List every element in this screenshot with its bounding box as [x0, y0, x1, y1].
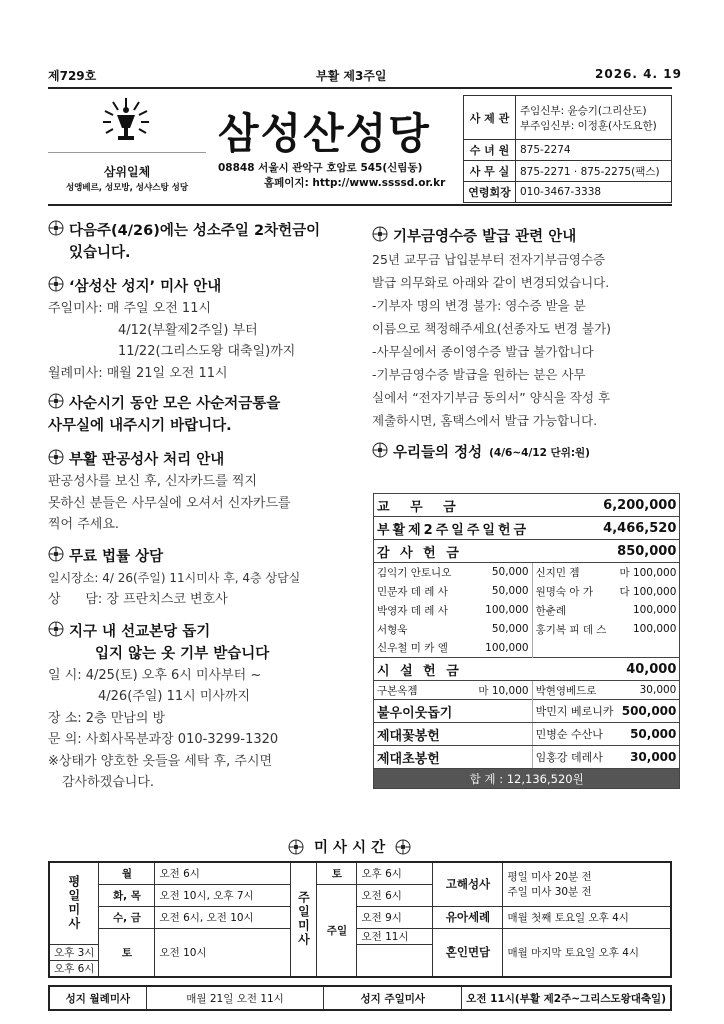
parish-address: 08848 서울시 관악구 호암로 545(신림동)	[218, 162, 423, 174]
shrine-mass-table	[48, 985, 672, 1011]
offering-label: 교 무 금	[374, 494, 473, 517]
contact-row	[464, 96, 672, 140]
left-column	[48, 220, 360, 794]
mass-row	[49, 906, 671, 928]
donor-amount: 마 100,000	[619, 566, 677, 579]
flower-bullet-icon	[372, 226, 388, 242]
flower-bullet-icon	[48, 546, 64, 562]
notice-title-line: 다음주(4/26)에는 성소주일 2차헌금이	[69, 223, 321, 239]
flower-bullet-icon	[48, 449, 64, 465]
notice-donation-receipt	[372, 226, 672, 248]
issue-date: 2026. 4. 19	[595, 67, 682, 81]
mass-day: 화, 목	[99, 884, 155, 906]
facility-donor-row	[374, 681, 680, 700]
offering-label: 불우이웃돕기	[374, 700, 533, 723]
convent-phone: 875-2274	[516, 140, 672, 161]
assistant-pastor: 부주임신부: 이정훈(사도요한)	[520, 119, 657, 132]
notice-easter-confession	[48, 449, 360, 471]
notice-body	[48, 568, 360, 611]
offering-label: 감 사 헌 금	[374, 540, 473, 563]
donor-name: 임홍강 데레사	[532, 746, 616, 769]
logo-divider	[48, 152, 206, 153]
funeral-chair-phone: 010-3467-3338	[516, 182, 672, 203]
donor-amount: 50,000	[491, 566, 529, 579]
donor-name: 박현영베드로	[532, 681, 616, 700]
donor-name: 구본옥젬	[377, 684, 418, 697]
liturgical-season: 부활 제3주일	[316, 69, 387, 83]
homepage-link[interactable]: 홈페이지: http://www.ssssd.or.kr	[264, 177, 446, 189]
mass-time: 오전 10시	[155, 928, 291, 977]
offering-amount: 4,466,520	[532, 517, 680, 540]
contact-value	[516, 96, 672, 140]
mass-day: 주일	[317, 884, 357, 977]
offering-row-kyomu	[374, 494, 680, 517]
mass-time: 오후 6시	[49, 960, 99, 977]
notice-shrine-mass	[48, 276, 360, 298]
header-rule	[48, 87, 672, 89]
donor-name: 김익기 안토니오	[377, 566, 452, 579]
offering-amount: 40,000	[472, 658, 680, 681]
flower-bullet-icon	[48, 621, 64, 637]
notice-title-line: 사무실에 내주시기 바랍니다.	[48, 418, 232, 434]
notice-title: 부활 판공성사 처리 안내	[69, 452, 225, 468]
donor-amount: 100,000	[632, 604, 677, 616]
donor-amount: 100,000	[485, 604, 529, 616]
patron-saints: 성앵베르, 성모방, 성샤스탕 성당	[65, 183, 189, 193]
mass-day: 토	[99, 928, 155, 977]
offerings-period: (4/6~4/12 단위:원)	[489, 447, 590, 459]
offering-label: 부활제2주일주일헌금	[374, 517, 533, 540]
offering-row-poor	[374, 700, 680, 723]
notice-vocation-collection	[48, 220, 360, 264]
donor-name: 신우철 미 카 엘	[377, 642, 448, 655]
mass-schedule-title	[288, 836, 411, 857]
notice-title-line: 있습니다.	[69, 245, 131, 261]
notice-title-line: 지구 내 선교본당 돕기	[69, 623, 211, 640]
shrine-sunday-label: 성지 주일미사	[324, 986, 462, 1010]
donor-amount	[616, 639, 679, 658]
shrine-sunday-time: 오전 11시(부활 제2주~그리스도왕대축일)	[462, 986, 671, 1010]
donor-name: 신지민 젬	[532, 563, 616, 582]
body-line: 문 의: 사회사목분과장 010-3299-1320	[48, 732, 279, 747]
body-line: 발급 의무화로 아래와 같이 변경되었습니다.	[372, 275, 610, 290]
mass-day: 토	[317, 862, 357, 884]
contact-table	[463, 95, 672, 203]
parish-logo	[101, 95, 151, 145]
body-line: 월례미사: 매월 21일 오전 11시	[48, 365, 228, 381]
donor-amount: 마 10,000	[478, 684, 529, 697]
body-line: 이름으로 책정해주세요(선종자도 변경 불가)	[372, 321, 612, 336]
notice-body	[372, 248, 672, 432]
notice-body	[48, 471, 360, 536]
shrine-monthly-time: 매월 21일 오전 11시	[146, 986, 324, 1010]
donor-name: 한춘례	[532, 601, 616, 620]
offering-amount: 850,000	[472, 540, 680, 563]
service-label: 유아세례	[433, 906, 503, 928]
body-line: 판공성사를 보신 후, 신자카드를 찍지	[48, 474, 258, 489]
mass-time: 오전 6시, 오전 10시	[155, 906, 291, 928]
parish-name: 삼성산성당	[218, 109, 431, 158]
offering-label: 시 설 헌 금	[374, 658, 473, 681]
body-line: -기부자 명의 변경 불가: 영수증 받을 분	[372, 298, 586, 313]
contact-label: 사 무 실	[464, 161, 516, 182]
donor-amount: 100,000	[632, 623, 677, 635]
offering-total: 합 계 : 12,136,520원	[374, 769, 680, 789]
mass-day: 월	[99, 862, 155, 884]
offering-label: 제대꽃봉헌	[374, 723, 533, 746]
body-line: 감사하겠습니다.	[62, 775, 155, 790]
flower-bullet-icon	[288, 839, 304, 855]
thanks-donor-row	[374, 563, 680, 582]
offering-total-row	[374, 769, 680, 789]
notice-body	[48, 298, 360, 384]
body-line: 상 담: 장 프란치스코 변호사	[48, 592, 228, 607]
right-column	[372, 226, 672, 464]
office-phone: 875-2271 · 875-2275(팩스)	[516, 161, 672, 182]
donor-name: 서형욱	[377, 623, 408, 636]
offering-row-thanks	[374, 540, 680, 563]
body-line: -사무실에서 종이영수증 발급 불가합니다	[372, 344, 594, 359]
donor-name: 박영자 데 레 사	[377, 604, 448, 617]
donor-amount: 다 100,000	[619, 585, 677, 598]
thanks-donor-row	[374, 620, 680, 639]
notice-title-line: 사순시기 동안 모은 사순저금통을	[69, 396, 281, 412]
donor-amount: 30,000	[639, 684, 677, 696]
donor-name: 홍기복 피 데 스	[532, 620, 616, 639]
offering-amount: 500,000	[616, 700, 679, 723]
contact-row	[464, 161, 672, 182]
mass-row	[49, 862, 671, 884]
flower-bullet-icon	[395, 839, 411, 855]
offering-row-flower	[374, 723, 680, 746]
contact-row	[464, 140, 672, 161]
contact-label: 수 녀 원	[464, 140, 516, 161]
donor-amount: 100,000	[485, 641, 529, 654]
offerings-title	[372, 442, 672, 464]
body-line: 실에서 “전자기부금 동의서” 양식을 작성 후	[372, 390, 611, 405]
offerings-table	[373, 493, 680, 789]
shrine-row	[49, 986, 671, 1010]
offering-amount: 50,000	[616, 723, 679, 746]
body-line: 4/12(부활제2주일) 부터	[118, 322, 258, 338]
notice-title-line: 입지 않는 옷 기부 받습니다	[95, 645, 270, 662]
flower-bullet-icon	[48, 276, 64, 292]
donor-name	[532, 639, 616, 658]
donor-name: 원명숙 아 가	[532, 582, 616, 601]
notice-title: 우리들의 정성	[393, 445, 483, 461]
body-line: -기부금영수증 발급을 원하는 분은 사무	[372, 367, 586, 382]
confession-weekday: 평일 미사 20분 전	[507, 871, 592, 884]
offering-label: 제대초봉헌	[374, 746, 533, 769]
offering-row-sunday	[374, 517, 680, 540]
offering-amount: 30,000	[616, 746, 679, 769]
body-line: ※상태가 양호한 옷들을 세탁 후, 주시면	[48, 753, 273, 769]
mass-row	[49, 928, 671, 944]
service-label: 혼인면담	[433, 928, 503, 977]
flower-bullet-icon	[48, 393, 64, 409]
masthead-rule	[48, 204, 672, 206]
mass-time: 오전 6시	[357, 884, 433, 906]
thanks-donor-row	[374, 582, 680, 601]
mass-day: 수, 금	[99, 906, 155, 928]
body-line: 11/22(그리스도왕 대축일)까지	[118, 344, 296, 359]
donor-amount: 50,000	[491, 585, 529, 597]
notice-clothes-donation	[48, 621, 360, 665]
mass-time: 오후 3시	[49, 944, 99, 960]
confession-sunday: 주일 미사 30분 전	[507, 886, 592, 899]
thanks-donor-row	[374, 601, 680, 620]
mass-title-text: 미 사 시 간	[314, 840, 386, 856]
offering-row-facility	[374, 658, 680, 681]
donor-name: 박민지 베로니카	[532, 700, 616, 723]
body-line: 일 시: 4/25(토) 오후 6시 미사부터 ~	[48, 667, 262, 683]
notice-title: 무료 법률 상담	[69, 548, 164, 565]
motto: 삼위일체	[103, 165, 151, 179]
body-line: 4/26(주일) 11시 미사까지	[98, 689, 251, 704]
flower-bullet-icon	[48, 220, 64, 236]
offering-row-candle	[374, 746, 680, 769]
body-line: 25년 교무금 납입분부터 전자기부금영수증	[372, 252, 606, 267]
thanks-donor-row	[374, 639, 680, 658]
mass-time: 오후 6시	[357, 862, 433, 884]
notice-title: 기부금영수증 발급 관련 안내	[393, 229, 577, 245]
body-line: 주일미사: 매 주일 오전 11시	[48, 301, 212, 316]
service-detail: 매월 마지막 토요일 오후 4시	[503, 928, 671, 977]
issue-number: 제729호	[48, 69, 97, 83]
donor-name: 민병순 수산나	[532, 723, 616, 746]
mass-time: 오전 10시, 오후 7시	[155, 884, 291, 906]
mass-schedule-table	[48, 861, 672, 978]
offering-amount: 6,200,000	[472, 494, 680, 517]
notice-lent-savings	[48, 393, 360, 437]
body-line: 일시장소: 4/ 26(주일) 11시미사 후, 4층 상담실	[48, 570, 301, 585]
flower-bullet-icon	[372, 442, 388, 458]
service-label: 고해성사	[433, 862, 503, 906]
body-line: 장 소: 2층 만남의 방	[48, 710, 166, 726]
weekday-mass-label: 평일미사	[49, 862, 99, 944]
service-detail: 매월 첫째 토요일 오후 4시	[503, 906, 671, 928]
notice-legal-consult	[48, 546, 360, 568]
donor-name: 민문자 데 레 사	[377, 585, 448, 598]
pastor: 주임신부: 윤승기(그리산도)	[520, 104, 647, 117]
service-detail	[503, 862, 671, 906]
mass-time: 오전 11시	[357, 928, 433, 944]
notice-title: ‘삼성산 성지’ 미사 안내	[69, 279, 222, 295]
mass-time: 오전 9시	[357, 906, 433, 928]
contact-label: 연령회장	[464, 182, 516, 203]
body-line: 찍어 주세요.	[48, 517, 120, 532]
notice-body	[48, 665, 360, 794]
sunday-mass-label: 주일미사	[291, 862, 317, 977]
body-line: 제출하시면, 홈택스에서 발급 가능합니다.	[372, 413, 598, 428]
contact-row	[464, 182, 672, 203]
contact-label: 사 제 관	[464, 96, 516, 140]
shrine-monthly-label: 성지 월례미사	[49, 986, 146, 1010]
donor-amount: 50,000	[491, 623, 529, 635]
mass-time: 오전 6시	[155, 862, 291, 884]
body-line: 못하신 분들은 사무실에 오셔서 신자카드를	[48, 495, 291, 511]
